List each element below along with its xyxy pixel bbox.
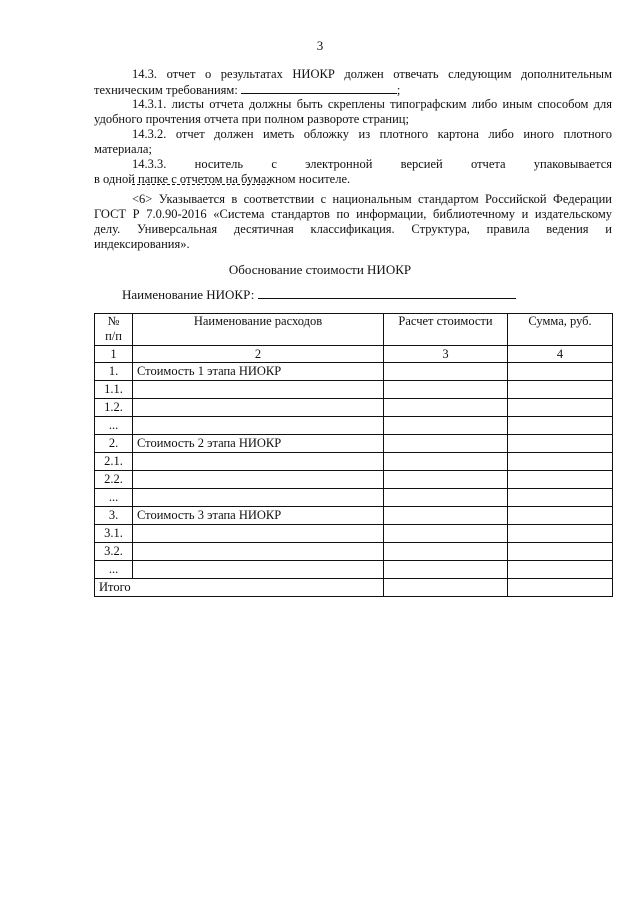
paragraph-14-3-tail — [94, 82, 612, 98]
row-expense-name: Стоимость 2 этапа НИОКР — [133, 435, 384, 453]
footnote-line-3: делу. Универсальная десятичная классификация. Структура, правила ведения и — [94, 222, 612, 236]
footnote-line-1: <6> Указывается в соответствии с национальным стандартом Российской Федерации — [132, 192, 612, 206]
table-row — [95, 561, 613, 579]
paragraph-14-3-2: 14.3.2. отчет должен иметь обложку из плотного картона либо иного плотного — [132, 127, 612, 141]
header-sum: Сумма, руб. — [508, 314, 613, 346]
niokr-name-blank — [258, 287, 516, 299]
header-expense-name: Наименование расходов — [133, 314, 384, 346]
table-row — [95, 435, 613, 453]
row-sum — [508, 363, 613, 381]
footnote-line-2: ГОСТ Р 7.0.90-2016 «Система стандартов по информации, библиотечному и издательскому — [94, 207, 612, 221]
table-row — [95, 543, 613, 561]
total-label: Итого — [95, 579, 384, 597]
row-cost-calculation — [384, 543, 508, 561]
column-index: 2 — [133, 346, 384, 363]
row-sum — [508, 561, 613, 579]
row-sum — [508, 399, 613, 417]
row-number: 2.2. — [95, 471, 133, 489]
row-expense-name — [133, 471, 384, 489]
total-sum — [508, 579, 613, 597]
row-cost-calculation — [384, 417, 508, 435]
paragraph-14-3-3-tail: в одной папке с отчетом на бумажном носителе. — [94, 172, 351, 186]
row-number: ... — [95, 561, 133, 579]
row-expense-name — [133, 453, 384, 471]
row-cost-calculation — [384, 435, 508, 453]
row-sum — [508, 507, 613, 525]
footnote-line-4: индексирования». — [94, 237, 190, 251]
row-expense-name: Стоимость 1 этапа НИОКР — [133, 363, 384, 381]
row-sum — [508, 543, 613, 561]
table-row — [95, 453, 613, 471]
cost-table — [94, 313, 613, 597]
requirements-blank-line — [241, 82, 397, 94]
row-expense-name — [133, 489, 384, 507]
paragraph-14-3-3: 14.3.3. носитель с электронной версией отчета упаковывается — [132, 157, 612, 171]
total-row — [95, 579, 613, 597]
table-row — [95, 381, 613, 399]
table-row — [95, 417, 613, 435]
paragraph-14-3-1-tail: удобного прочтения отчета при полном развороте страниц; — [94, 112, 409, 126]
footnote-separator — [132, 184, 270, 185]
header-cost-calculation: Расчет стоимости — [384, 314, 508, 346]
column-index: 1 — [95, 346, 133, 363]
paragraph-14-3-1: 14.3.1. листы отчета должны быть скреплены типографским либо иным способом для — [132, 97, 612, 111]
niokr-name-line — [122, 287, 516, 302]
row-sum — [508, 453, 613, 471]
table-row — [95, 489, 613, 507]
row-expense-name: Стоимость 3 этапа НИОКР — [133, 507, 384, 525]
row-sum — [508, 525, 613, 543]
cost-table-header-row — [95, 314, 613, 346]
niokr-name-label: Наименование НИОКР: — [122, 287, 255, 302]
table-row — [95, 507, 613, 525]
row-number: 2. — [95, 435, 133, 453]
row-cost-calculation — [384, 471, 508, 489]
row-sum — [508, 381, 613, 399]
row-expense-name — [133, 543, 384, 561]
section-title: Обоснование стоимости НИОКР — [228, 262, 412, 277]
row-cost-calculation — [384, 525, 508, 543]
column-index: 4 — [508, 346, 613, 363]
header-number — [95, 314, 133, 346]
row-number: 1.1. — [95, 381, 133, 399]
column-index-row — [95, 346, 613, 363]
row-expense-name — [133, 525, 384, 543]
row-sum — [508, 489, 613, 507]
row-cost-calculation — [384, 489, 508, 507]
total-cost-calculation — [384, 579, 508, 597]
row-number: 3.1. — [95, 525, 133, 543]
row-sum — [508, 417, 613, 435]
row-number: 3.2. — [95, 543, 133, 561]
row-sum — [508, 435, 613, 453]
table-row — [95, 525, 613, 543]
table-row — [95, 363, 613, 381]
row-cost-calculation — [384, 453, 508, 471]
row-number: ... — [95, 417, 133, 435]
paragraph-14-3-tail-text: техническим требованиям: — [94, 83, 238, 97]
row-number: 3. — [95, 507, 133, 525]
row-cost-calculation — [384, 399, 508, 417]
row-number: ... — [95, 489, 133, 507]
row-expense-name — [133, 399, 384, 417]
paragraph-14-3-2-tail: материала; — [94, 142, 152, 156]
paragraph-14-3-tail-end: ; — [396, 83, 401, 97]
row-expense-name — [133, 417, 384, 435]
row-cost-calculation — [384, 381, 508, 399]
header-number-sign: № — [107, 314, 120, 328]
row-expense-name — [133, 381, 384, 399]
column-index: 3 — [384, 346, 508, 363]
row-cost-calculation — [384, 507, 508, 525]
table-row — [95, 399, 613, 417]
page-number: 3 — [316, 38, 324, 53]
table-row — [95, 471, 613, 489]
row-cost-calculation — [384, 561, 508, 579]
row-cost-calculation — [384, 363, 508, 381]
row-sum — [508, 471, 613, 489]
row-number: 1. — [95, 363, 133, 381]
row-expense-name — [133, 561, 384, 579]
header-number-abbr: п/п — [105, 329, 122, 343]
row-number: 1.2. — [95, 399, 133, 417]
row-number: 2.1. — [95, 453, 133, 471]
paragraph-14-3: 14.3. отчет о результатах НИОКР должен отвечать следующим дополнительным — [132, 67, 612, 81]
